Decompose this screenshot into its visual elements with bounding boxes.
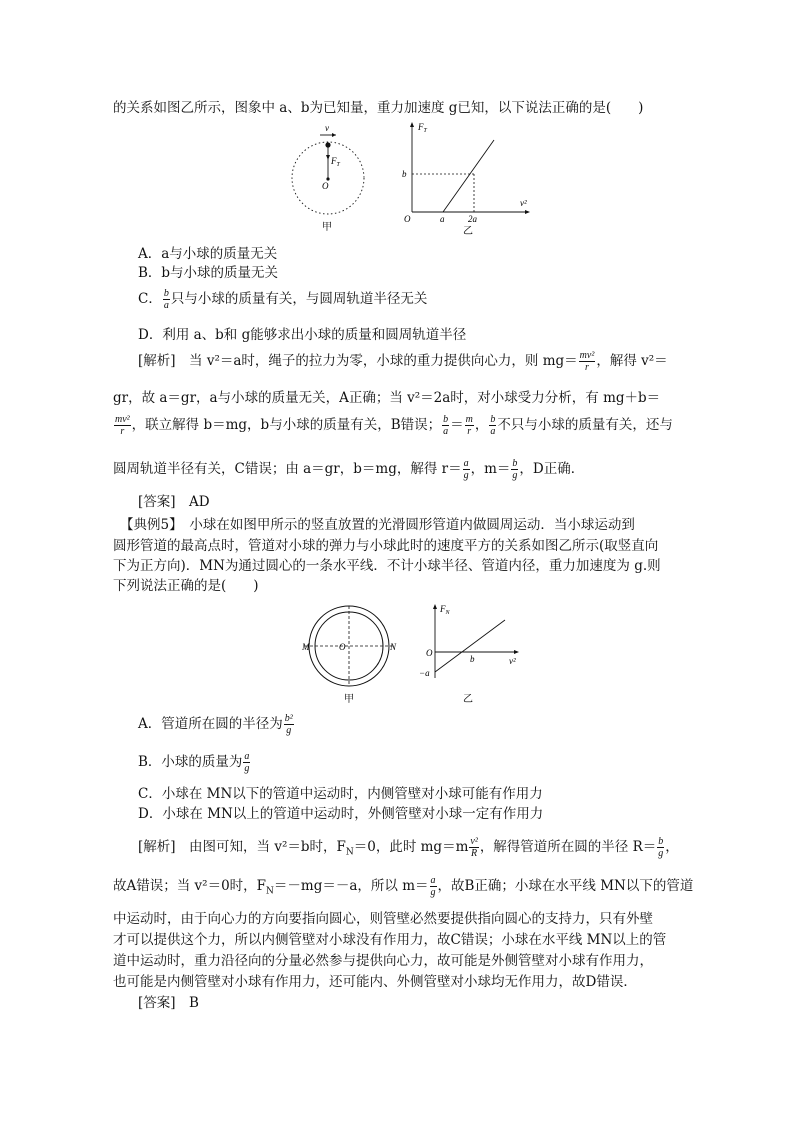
q5-stem-2: 圆形管道的最高点时，管道对小球的弹力与小球此时的速度平方的关系如图乙所示(取竖直向 bbox=[113, 538, 659, 554]
caption-yi: 乙 bbox=[463, 694, 473, 705]
q5-analysis-3: 中运动时，由于向心力的方向要指向圆心，则管壁必然要提供指向圆心的支持力，只有外壁 bbox=[113, 911, 653, 927]
origin-label: O bbox=[426, 648, 433, 658]
graph-line bbox=[443, 140, 494, 212]
neg-a-tick: −a bbox=[419, 668, 430, 678]
q5-analysis-4: 才可以提供这个力，所以内侧管壁对小球没有作用力，故C错误；小球在水平线 MN以上的管 bbox=[113, 932, 667, 948]
q4-figure bbox=[280, 118, 540, 240]
2a-tick: 2a bbox=[468, 214, 477, 224]
q5-analysis-2: 故A错误；当 v²＝0时，$F_N=-mg=-a$，所以 m＝ $\frac{a}{g}$ ，故B正确；小球在水平线 MN以下的管道 bbox=[113, 875, 694, 898]
caption-yi: 乙 bbox=[463, 226, 473, 237]
ball-dot bbox=[325, 142, 330, 147]
caption-jia: 甲 bbox=[322, 222, 332, 233]
b-tick: b bbox=[402, 169, 407, 179]
axis-v2-label: v² bbox=[520, 198, 527, 208]
axis-ft-label: $F_T$ bbox=[418, 122, 427, 134]
q5-stem-1: 【典例5】 小球在如图甲所示的竖直放置的光滑圆形管道内做圆周运动．当小球运动到 bbox=[120, 517, 635, 533]
axis-fn-label: $F_N$ bbox=[440, 604, 450, 616]
q5-figure bbox=[295, 598, 535, 708]
q4-analysis-4: 圆周轨道半径有关，C错误；由 a＝gr，b＝mg，解得 r＝ $\frac{a}{g}$ ，m＝ $\frac{b}{g}$ ，D正确． bbox=[113, 458, 585, 481]
q4-analysis-2: gr，故 a＝gr，a与小球的质量无关，A正确；当 v²＝2a时，对小球受力分析，有 mg＋b＝ bbox=[113, 390, 661, 406]
q4-option-c: C． $\frac{b}{a}$ 只与小球的质量有关，与圆周轨道半径无关 bbox=[138, 288, 428, 311]
q5-analysis-6: 也可能是内侧管壁对小球有作用力，还可能内、外侧管壁对小球均无作用力，故D错误． bbox=[113, 974, 637, 990]
q4-option-d: D．利用 a、b和 g能够求出小球的质量和圆周轨道半径 bbox=[138, 327, 467, 343]
graph-line bbox=[435, 620, 505, 672]
q5-option-d: D．小球在 MN以上的管道中运动时，外侧管壁对小球一定有作用力 bbox=[138, 806, 544, 822]
q5-analysis-1: [解析] 由图可知，当 v²＝b时，$F_N=0$，此时 mg＝m $\frac{\text{v²}}{R}$ ，解得管道所在圆的半径 R＝ $\frac{b}{g}$ ， bbox=[138, 836, 679, 859]
axis-v2-label: v² bbox=[509, 656, 516, 666]
tension-arrow bbox=[326, 155, 330, 160]
q5-answer: [答案] B bbox=[138, 995, 199, 1011]
v-label: v bbox=[325, 123, 329, 133]
q5-analysis-5: 道中运动时，重力沿径向的分量必然参与提供向心力，故可能是外侧管壁对小球有作用力， bbox=[113, 953, 653, 969]
q5-stem-3: 下为正方向)．MN为通过圆心的一条水平线．不计小球半径、管道内径，重力加速度为 g.则 bbox=[113, 558, 661, 574]
a-tick: a bbox=[440, 214, 445, 224]
n-label: N bbox=[390, 642, 397, 652]
ft-label: $F_T$ bbox=[331, 156, 340, 168]
q4-option-a: A．a与小球的质量无关 bbox=[138, 246, 278, 262]
b-tick: b bbox=[470, 654, 475, 664]
caption-jia: 甲 bbox=[344, 694, 354, 705]
q4-option-b: B．b与小球的质量无关 bbox=[138, 265, 279, 281]
o-label: O bbox=[322, 181, 329, 191]
q5-option-b: B．小球的质量为 $\frac{a}{g}$ bbox=[138, 751, 250, 774]
o-label: O bbox=[339, 642, 346, 652]
q5-stem-4: 下列说法正确的是( ) bbox=[113, 578, 259, 594]
q4-answer: [答案] AD bbox=[138, 494, 210, 510]
m-label: M bbox=[302, 642, 310, 652]
q5-option-a: A．管道所在圆的半径为 $\frac{\text{b²}}{g}$ bbox=[138, 713, 293, 736]
q4-analysis-1: [解析] 当 v²＝a时，绳子的拉力为零，小球的重力提供向心力，则 mg＝ $\frac{\text{mv²}}{r}$ ，解得 v²＝ bbox=[138, 350, 668, 373]
q4-analysis-3: $\frac{\text{mv²}}{r}$ ，联立解得 b＝mg，b与小球的质量有关，B错误； $\frac{b}{a}$ ＝ $\frac{m}{r}$ ， $\frac{b}{a}$ 不只与小球的质量有关，还与 bbox=[115, 414, 673, 437]
q5-option-c: C．小球在 MN以下的管道中运动时，内侧管壁对小球可能有作用力 bbox=[138, 786, 543, 802]
origin-label: O bbox=[404, 214, 411, 224]
q4-stem: 的关系如图乙所示，图象中 a、b为已知量，重力加速度 g已知，以下说法正确的是( ) bbox=[113, 100, 644, 116]
